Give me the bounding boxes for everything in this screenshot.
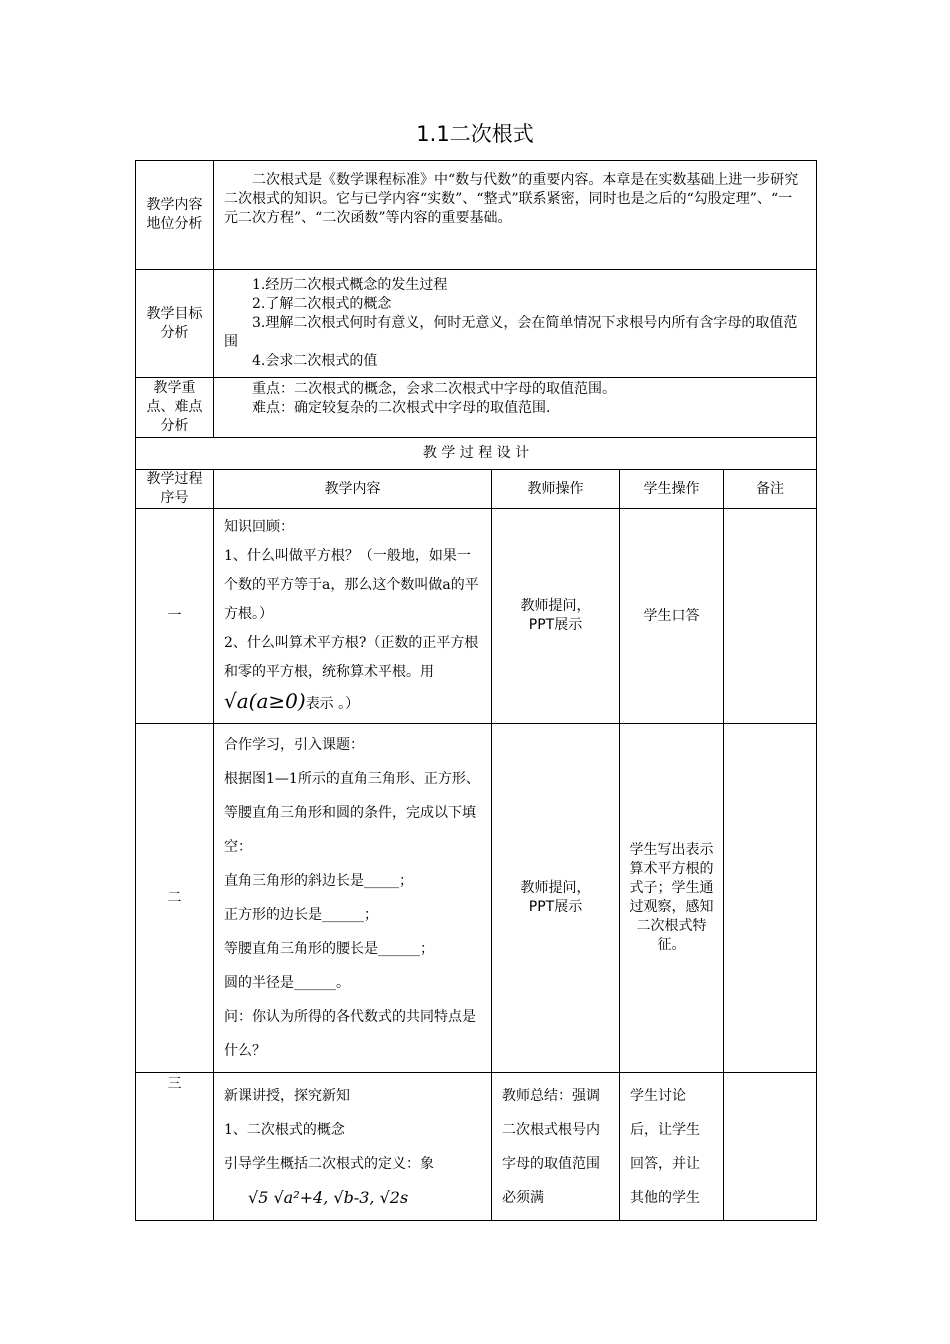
content-line: 新课讲授，探究新知 (224, 1088, 350, 1104)
row-content (214, 724, 492, 1073)
keypoints-cell (214, 378, 817, 438)
row-number: 一 (136, 509, 214, 724)
student-action: 学生口答 (620, 509, 724, 724)
goal-item: 2.了解二次根式的概念 (252, 296, 392, 312)
goals-row (136, 270, 817, 378)
content-line: 引导学生概括二次根式的定义：象 (224, 1156, 434, 1172)
content-line: 2、什么叫算术平方根?（正数的正平方根和零的平方根，统称算术平根。用 (224, 635, 479, 680)
position-label: 教学内容地位分析 (136, 161, 214, 270)
content-line: 正方形的边长是______； (224, 907, 378, 923)
note-cell (724, 509, 817, 724)
sqrt-formula: √a(a≥0) (224, 689, 306, 713)
row-number: 二 (136, 724, 214, 1073)
process-row-3 (136, 1073, 817, 1221)
col-header-teacher: 教师操作 (492, 470, 620, 509)
position-row (136, 161, 817, 270)
page-title: 1.1二次根式 (416, 122, 534, 146)
teacher-action: 教师总结：强调二次根式根号内字母的取值范围必须满 (492, 1073, 620, 1221)
position-text-cell (214, 161, 817, 270)
col-header-num: 教学过程序号 (136, 470, 214, 509)
col-header-student: 学生操作 (620, 470, 724, 509)
teacher-action: 教师提问，PPT展示 (492, 509, 620, 724)
teacher-action: 教师提问，PPT展示 (492, 724, 620, 1073)
content-line (224, 687, 481, 719)
goal-item: 4.会求二次根式的值 (252, 353, 378, 369)
content-line: 直角三角形的斜边长是_____； (224, 873, 413, 889)
keypoints-row (136, 378, 817, 438)
keypoint-item: 难点：确定较复杂的二次根式中字母的取值范围. (252, 400, 551, 416)
note-cell (724, 1073, 817, 1221)
content-line: 合作学习，引入课题： (224, 737, 364, 753)
col-header-note: 备注 (724, 470, 817, 509)
goals-label: 教学目标分析 (136, 270, 214, 378)
content-line: 等腰直角三角形的腰长是______； (224, 941, 434, 957)
content-line: 根据图1—1所示的直角三角形、正方形、等腰直角三角形和圆的条件，完成以下填空： (224, 771, 480, 855)
lesson-table (135, 160, 817, 1221)
student-action: 学生讨论后，让学生回答，并让其他的学生 (620, 1073, 724, 1221)
process-row-2 (136, 724, 817, 1073)
content-line: 问：你认为所得的各代数式的共同特点是什么？ (224, 1009, 476, 1059)
process-header-row (136, 470, 817, 509)
sqrt-formula: √5 √a²+4, √b-3, √2s (248, 1188, 409, 1207)
content-line: 圆的半径是______。 (224, 975, 350, 991)
content-line: 1、二次根式的概念 (224, 1122, 345, 1138)
goal-item: 1.经历二次根式概念的发生过程 (252, 277, 448, 293)
keypoints-label: 教学重点、难点分析 (136, 378, 214, 438)
keypoint-item: 重点：二次根式的概念，会求二次根式中字母的取值范围。 (252, 381, 616, 397)
student-action: 学生写出表示算术平方根的式子；学生通过观察，感知二次根式特征。 (620, 724, 724, 1073)
goals-cell (214, 270, 817, 378)
row-content (214, 509, 492, 724)
position-text: 二次根式是《数学课程标准》中“数与代数”的重要内容。本章是在实数基础上进一步研究二次根式的知识。它与已学内容“实数”、“整式”联系紧密，同时也是之后的“勾股定理”、“一元二次方程”、“二次函数”等内容的重要基础。 (224, 172, 799, 226)
content-line: 知识回顾： (224, 519, 294, 535)
note-cell (724, 724, 817, 1073)
process-heading-row (136, 438, 817, 470)
row-number: 三 (136, 1073, 214, 1221)
process-heading: 教 学 过 程 设 计 (136, 438, 817, 470)
goal-item: 3.理解二次根式何时有意义，何时无意义，会在简单情况下求根号内所有含字母的取值范围 (224, 315, 798, 350)
content-line (224, 1181, 481, 1216)
process-row-1 (136, 509, 817, 724)
content-line: 1、什么叫做平方根？（一般地，如果一个数的平方等于a，那么这个数叫做a的平方根。） (224, 548, 479, 622)
content-line-tail: 表示 。） (305, 696, 360, 712)
col-header-content: 教学内容 (214, 470, 492, 509)
row-content (214, 1073, 492, 1221)
